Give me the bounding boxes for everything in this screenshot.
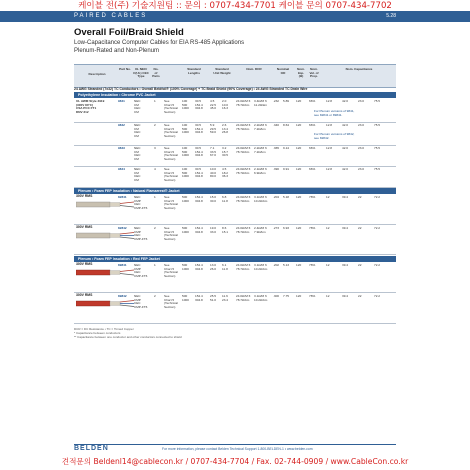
header-advert: 케이블 전(주) 기술지원팀 :: 문의 : 0707-434-7701 케이블 문의 0707-434-7702 — [78, 1, 392, 11]
table-row — [74, 194, 396, 225]
cap-4: 75.5 — [374, 146, 381, 150]
length-ft: 500 1000 — [182, 226, 189, 234]
col-description: Description — [88, 72, 106, 76]
cable-image — [76, 268, 136, 277]
table-row — [74, 225, 396, 255]
weight-lbs: 7.1 33.5 67.0 — [210, 146, 217, 158]
col-part-no: Part No. — [119, 67, 131, 71]
col-nom-dcr: Nom. DCR — [246, 67, 262, 71]
color-code: See Chart 5 (Technical Section) — [164, 99, 178, 115]
col-std-weight: Standard Unit Weight — [213, 67, 231, 75]
cable-image — [76, 231, 136, 240]
weight-lbs: 25.5 51.0 — [210, 294, 217, 302]
pairs: 1 — [154, 263, 156, 267]
col-nom-od: Nominal OD — [276, 67, 290, 75]
section-heading: Polyethylene Insulation • Chrome PVC Jacket — [74, 92, 396, 98]
cap-1: 12 — [326, 294, 330, 298]
belden-logo: BELDEN — [74, 445, 109, 452]
col-pairs: No. of Pairs — [152, 67, 160, 79]
col-nom-vp: Nom. Vel. of Prop. — [309, 67, 319, 79]
spec-table — [74, 64, 396, 326]
cap-4: 72.2 — [374, 226, 381, 230]
cap-1: 12 — [326, 195, 330, 199]
plenum-note: For Plenum versions of 9842, see 82842. — [314, 132, 355, 140]
table-row — [74, 145, 396, 167]
weight-kg: 4.5 18.2 36.3 — [222, 167, 229, 179]
pairs: 3 — [154, 146, 156, 150]
page-title: Overall Foil/Braid Shield — [74, 27, 184, 38]
cap-1: 12.8 — [326, 167, 333, 171]
cap-2: 42.0 — [342, 99, 349, 103]
cap-1: 12.8 — [326, 123, 333, 127]
dcr-shield: 2.4Ω/M ft 7.9Ω/km — [254, 226, 267, 234]
dcr-conductor: 24.0Ω/M ft 78.7Ω/km — [236, 195, 251, 203]
dcr-conductor: 24.0Ω/M ft 78.7Ω/km — [236, 167, 251, 175]
cap-4: 72.2 — [374, 263, 381, 267]
od-mm: 5.18 — [283, 195, 290, 199]
length-ft: 500 1000 — [182, 294, 189, 302]
velocity: 66% — [309, 146, 316, 150]
od-mm: 9.91 — [283, 167, 290, 171]
dcr-conductor: 24.0Ω/M ft 78.7Ω/km — [236, 123, 251, 131]
pairs: 2 — [154, 123, 156, 127]
pairs: 2 — [154, 226, 156, 230]
cable-image — [76, 299, 136, 308]
color-code: See Chart 5 (Technical Section) — [164, 263, 178, 279]
pairs: 2 — [154, 294, 156, 298]
length-m: 152.4 304.8 — [195, 294, 203, 302]
dcr-shield: 2.2Ω/M ft 7.2Ω/km — [254, 123, 267, 131]
subtitle-line-2: Plenum-Rated and Non-Plenum — [74, 48, 160, 54]
color-code: See Chart 5 (Technical Section) — [164, 226, 178, 242]
col-ul-nec: UL NEC/ C(UL) CEC Type — [133, 67, 149, 79]
page-number: 5.28 — [386, 13, 396, 19]
part-number: 9844 — [118, 167, 125, 171]
nec-type: NEC CMP CEC CMP-FT6 — [134, 226, 148, 242]
cap-2: 39.4 — [342, 226, 349, 230]
cap-2: 39.4 — [342, 195, 349, 199]
weight-lbs: 15.0 30.0 — [210, 195, 217, 203]
footnotes: DCR = DC Resistance • TC = Tinned Copper * Capacitance between conductors ** Capacitance between one conductor and other conductors connected to shield — [74, 327, 182, 339]
dcr-shield: 3.1Ω/M ft 10.2Ω/km — [254, 294, 268, 302]
table-row — [74, 166, 396, 188]
cap-4: 75.5 — [374, 167, 381, 171]
voltage-rating: 300V RMS — [76, 194, 93, 198]
cable-image — [76, 200, 136, 209]
col-nom-capacitance: Nom. Capacitance — [345, 67, 373, 71]
table-row — [74, 122, 396, 146]
length-ft: 100 500 1000 — [182, 167, 189, 179]
pairs: 4 — [154, 167, 156, 171]
impedance: 120 — [296, 294, 302, 298]
dcr-shield: 3.4Ω/M ft 11.2Ω/km — [254, 99, 268, 107]
part-number: 9842 — [118, 123, 125, 127]
nec-type: NEC CM CEC CM — [134, 167, 141, 183]
col-std-length: Standard Lengths — [187, 67, 201, 75]
cap-1: 12.8 — [326, 99, 333, 103]
part-number: 82842 — [118, 226, 127, 230]
dcr-conductor: 24.0Ω/M ft 78.7Ω/km — [236, 99, 251, 107]
dcr-shield: 2.1Ω/M ft 6.9Ω/km — [254, 167, 267, 175]
od-mm: 9.14 — [283, 146, 290, 150]
col-nom-imp: Nom. Imp. (Ω) — [297, 67, 305, 79]
cap-2: 42.0 — [342, 146, 349, 150]
color-code: See Chart 5 (Technical Section) — [164, 294, 178, 310]
section-heading: Plenum • Foam FEP Insulation • Red FEP Jacket — [74, 256, 396, 262]
pairs: 1 — [154, 99, 156, 103]
od-inch: .232 — [273, 99, 280, 103]
dcr-conductor: 24.0Ω/M ft 78.7Ω/km — [236, 263, 251, 271]
length-ft: 500 1000 — [182, 263, 189, 271]
length-ft: 100 500 1000 — [182, 123, 189, 135]
voltage-rating: 300V RMS — [76, 293, 93, 297]
color-code: See Chart 5 (Technical Section) — [164, 195, 178, 211]
velocity: 78% — [309, 195, 316, 199]
table-row — [74, 262, 396, 293]
od-mm: 6.93 — [283, 226, 290, 230]
part-number: 9843 — [118, 146, 125, 150]
od-mm: 5.13 — [283, 263, 290, 267]
brand-contact-line: For more information, please contact Belden Technical Support 1-800-BELDEN-1 • www.belden.com — [162, 447, 313, 451]
color-code: See Chart 5 (Technical Section) — [164, 167, 178, 183]
impedance: 120 — [296, 146, 302, 150]
dcr-shield: 3.1Ω/M ft 10.2Ω/km — [254, 195, 268, 203]
od-inch: .390 — [273, 167, 280, 171]
dcr-conductor: 24.0Ω/M ft 78.7Ω/km — [236, 294, 251, 302]
cap-4: 75.5 — [374, 123, 381, 127]
nec-type: NEC CMP CEC CMP-FT6 — [134, 195, 148, 211]
weight-kg: 6.1 11.8 — [222, 263, 228, 271]
velocity: 78% — [309, 294, 316, 298]
velocity: 66% — [309, 167, 316, 171]
cap-4: 75.5 — [374, 99, 381, 103]
nec-type: NEC CM CEC CM — [134, 123, 141, 139]
length-m: 30.5 152.4 304.8 — [195, 99, 203, 111]
dcr-shield: 2.2Ω/M ft 7.2Ω/km — [254, 146, 267, 154]
section-band — [0, 11, 470, 22]
voltage-rating: 300V RMS — [76, 262, 93, 266]
cap-2: 42.0 — [342, 123, 349, 127]
impedance: 120 — [296, 226, 302, 230]
dcr-conductor: 24.0Ω/M ft 78.7Ω/km — [236, 146, 251, 154]
part-number: 89841 — [118, 263, 127, 267]
weight-kg: 8.6 15.1 — [222, 226, 229, 234]
cap-3: 22 — [358, 263, 362, 267]
table-row — [74, 293, 396, 324]
length-m: 30.5 152.4 304.8 — [195, 167, 203, 179]
impedance: 120 — [296, 99, 302, 103]
voltage-rating: 300V RMS — [76, 225, 93, 229]
pairs: 1 — [154, 195, 156, 199]
color-code: See Chart 5 (Technical Section) — [164, 146, 178, 162]
nec-type: NEC CM CEC CM — [134, 146, 141, 162]
nec-type: NEC CMP CEC CMP-FT6 — [134, 263, 148, 279]
velocity: 66% — [309, 123, 316, 127]
brand-bar — [74, 444, 396, 453]
velocity: 78% — [309, 226, 316, 230]
cap-1: 12.8 — [326, 146, 333, 150]
cap-3: 23.0 — [358, 123, 365, 127]
cap-3: 23.0 — [358, 167, 365, 171]
length-m: 152.4 304.8 — [195, 195, 203, 203]
part-number: 89842 — [118, 294, 127, 298]
velocity: 78% — [309, 263, 316, 267]
cap-3: 23.0 — [358, 99, 365, 103]
length-ft: 100 500 1000 — [182, 99, 189, 111]
length-m: 152.4 304.8 — [195, 226, 203, 234]
weight-lbs: 5.9 29.5 59.0 — [210, 123, 217, 135]
section-heading: Plenum • Foam FEP Insulation • Natural Flamarrest® Jacket — [74, 188, 396, 194]
weight-lbs: 10.0 40.0 80.0 — [210, 167, 217, 179]
length-ft: 100 500 1000 — [182, 146, 189, 158]
cap-3: 22 — [358, 226, 362, 230]
color-code: See Chart 5 (Technical Section) — [164, 123, 178, 139]
od-inch: .202 — [273, 263, 280, 267]
length-m: 152.4 304.8 — [195, 263, 203, 271]
section-label: PAIRED CABLES — [74, 13, 148, 19]
length-m: 30.5 152.4 304.8 — [195, 146, 203, 158]
cap-2: 39.4 — [342, 263, 349, 267]
cap-4: 72.2 — [374, 294, 381, 298]
rating-text: UL AWM Style 2919 (300V 80°C) CSA PCC FT1 DNV 312 — [76, 99, 105, 115]
length-m: 30.5 152.4 304.8 — [195, 123, 203, 135]
cap-2: 42.0 — [342, 167, 349, 171]
weight-lbs: 13.0 26.0 — [210, 263, 217, 271]
od-mm: 7.75 — [283, 294, 290, 298]
length-ft: 500 1000 — [182, 195, 189, 203]
weight-kg: 2.0 10.0 16.3 — [222, 99, 229, 111]
dcr-shield: 3.1Ω/M ft 10.2Ω/km — [254, 263, 268, 271]
weight-lbs: 19.0 33.0 — [210, 226, 217, 234]
nec-type: NEC CMP CEC CMP-FT6 — [134, 294, 148, 310]
part-number: 9841 — [118, 99, 125, 103]
impedance: 120 — [296, 263, 302, 267]
od-inch: .204 — [273, 195, 280, 199]
cap-3: 23.0 — [358, 146, 365, 150]
weight-kg: 3.2 15.7 30.5 — [222, 146, 229, 158]
table-header — [74, 64, 396, 88]
cap-3: 22 — [358, 294, 362, 298]
cap-1: 12 — [326, 263, 330, 267]
impedance: 120 — [296, 195, 302, 199]
od-inch: .340 — [273, 123, 280, 127]
plenum-note: For Plenum versions of 9841, see 82841 or 89841. — [314, 109, 355, 117]
cap-2: 39.4 — [342, 294, 349, 298]
footer-advert: 견적문의 Beldenl14@cablecon.kr / 0707-434-7704 / Fax. 02-744-0909 / www.CableCon.co.kr — [61, 457, 409, 466]
od-inch: .273 — [273, 226, 280, 230]
dcr-conductor: 24.0Ω/M ft 78.7Ω/km — [236, 226, 251, 234]
cap-4: 72.2 — [374, 195, 381, 199]
impedance: 120 — [296, 123, 302, 127]
weight-kg: 2.6 13.4 26.8 — [222, 123, 229, 135]
weight-kg: 11.6 23.4 — [222, 294, 229, 302]
table-row — [74, 98, 396, 123]
weight-lbs: 4.5 22.5 45.0 — [210, 99, 217, 111]
cap-1: 12 — [326, 226, 330, 230]
weight-kg: 6.8 11.8 — [222, 195, 228, 203]
od-mm: 5.89 — [283, 99, 290, 103]
od-inch: .300 — [273, 294, 280, 298]
awg-note: 24 AWG Stranded (7x32) TC Conductors • Overall Beldfoil® (100% Coverage) + TC Braid Shield (90% Coverage) • 24 AWG Stranded TC Drain Wire — [74, 87, 308, 91]
velocity: 66% — [309, 99, 316, 103]
subtitle-line-1: Low-Capacitance Computer Cables for EIA RS-485 Applications — [74, 40, 245, 46]
cap-3: 22 — [358, 195, 362, 199]
impedance: 120 — [296, 167, 302, 171]
od-inch: .365 — [273, 146, 280, 150]
nec-type: NEC CM CEC CM — [134, 99, 141, 115]
od-mm: 8.64 — [283, 123, 290, 127]
part-number: 82841 — [118, 195, 127, 199]
